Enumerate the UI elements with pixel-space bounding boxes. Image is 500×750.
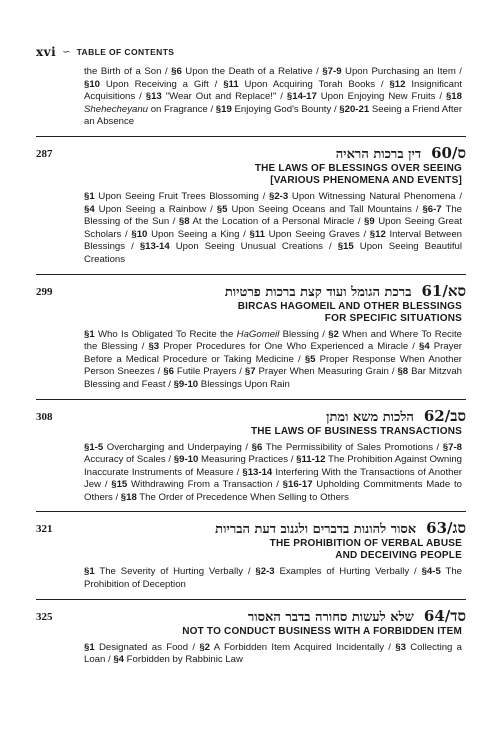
section-divider (36, 511, 466, 512)
entry-english-title (36, 301, 466, 325)
text-line: §1 Who Is Obligated To Recite the HaGomeil Blessing / §2 When (84, 328, 368, 340)
entry-heading (36, 606, 466, 626)
entry-heading (36, 281, 466, 301)
toc-content (36, 66, 466, 667)
text-line: Who Experienced a Miracle / §4 Prayer Before a Medical Procedure (84, 341, 462, 365)
text-line: or Taking Medicine / §5 Proper Response When Another Person (84, 353, 462, 378)
entry-chapter-number: 63/סג (426, 519, 466, 538)
entry-title-line: [VARIOUS PHENOMENA AND EVENTS] (270, 174, 462, 186)
header-title: TABLE OF CONTENTS (76, 47, 175, 57)
entry-english-title (36, 626, 466, 638)
entry-description (36, 442, 466, 505)
text-line: §11-12 The Prohibition Against Owning Inaccurate Instruments (84, 454, 462, 478)
text-line: §1-5 Overcharging and Underpaying / §6 The Permissibility of Sales (84, 441, 381, 453)
entry-hebrew-title: שלא לעשות סחורה בדבר האסור (247, 609, 414, 625)
section-divider (36, 274, 466, 275)
text-line: Commitments Made to Others / §18 The Order of Precedence When (84, 479, 463, 503)
entry-title-line: FOR SPECIFIC SITUATIONS (324, 312, 462, 324)
entry-description (36, 191, 466, 267)
text-line: §1 The Severity of Hurting Verbally / §2-3 Examples of Hurting (84, 566, 371, 578)
text-line: Purchasing an Item / §10 Upon Receiving a Gift / §11 Upon Acquiring (84, 66, 462, 90)
entry-chapter-number: 60/ס (431, 143, 466, 162)
entry-page-number: 321 (36, 523, 53, 536)
section-divider (36, 136, 466, 137)
text-line: Verbally / §4-5 The Prohibition of Deception (84, 566, 462, 591)
entry-page-number: 308 (36, 410, 53, 423)
page-number: xvi (36, 45, 57, 59)
entry-heading (36, 143, 466, 163)
entry-heading (36, 518, 466, 538)
text-line: Oceans and Tall Mountains / §6-7 The Blessing of the Sun / §8 At (84, 203, 462, 228)
entry-english-title (36, 426, 466, 438)
entry-page-number: 325 (36, 610, 53, 623)
entry-description (36, 566, 466, 591)
text-line: Between Blessings / §13-14 Upon Seeing Unusual Creations / (84, 228, 462, 253)
text-line: on Fragrance / §19 Enjoying God's Bounty / §20-21 Seeing a Friend (150, 103, 440, 115)
entry-description (36, 329, 466, 392)
text-line: the Birth of a Son / §6 Upon the Death of a Relative / §7-9 Upon (84, 66, 368, 77)
entry-title-line: THE LAWS OF BUSINESS TRANSACTIONS (250, 425, 462, 437)
entry-page-number: 287 (36, 147, 53, 160)
text-line: §8 Bar Mitzvah Blessing and Feast / §9-10 Blessings Upon Rain (84, 366, 462, 390)
text-line: Torah Books / §12 Insignificant Acquisitions / §13 "Wear Out and (84, 78, 463, 103)
intro-paragraph (36, 66, 466, 129)
text-line: Selling to Others (277, 491, 349, 503)
text-line: / §10 Upon Seeing a King / §11 Upon Seeing Graves / §12 Interval (125, 228, 421, 240)
entry-hebrew-title: דין ברכות הראיה (335, 146, 422, 162)
text-line: §1 Designated as Food / §2 A Forbidden Item Acquired Incidentally / (84, 641, 391, 653)
section-divider (36, 399, 466, 400)
text-line: Natural Phenomena / §4 Upon Seeing a Rainbow / §5 Upon Seeing (84, 190, 463, 215)
entry-hebrew-title: אסור להונות בדברים ולגנוב דעת הבריות (215, 522, 417, 538)
entry-heading (36, 406, 466, 426)
entry-chapter-number: 61/סא (421, 281, 466, 300)
text-line: §15 Upon Seeing Beautiful Creations (84, 241, 463, 265)
text-line: of Measure / §13-14 Interfering With the Transactions of Another (185, 466, 462, 478)
entry-hebrew-title: הלכות משא ומתן (326, 409, 414, 425)
entry-page-number: 299 (36, 285, 53, 298)
entry-english-title (36, 163, 466, 187)
text-line: §3 Collecting a Loan / §4 Forbidden by Rabbinic Law (84, 641, 463, 666)
entry-hebrew-title: ברכת הגומל ועוד קצת ברכות פרטיות (224, 284, 412, 300)
entry-description (36, 642, 466, 667)
text-line: Jew / §15 Withdrawing From a Transaction / §16-17 Upholding (84, 479, 360, 491)
running-header (36, 44, 466, 60)
entry-english-title (36, 538, 466, 562)
entry-chapter-number: 62/סב (423, 406, 466, 425)
entry-title-line: BIRCAS HAGOMEIL AND OTHER BLESSINGS (237, 300, 462, 312)
section-divider (36, 599, 466, 600)
text-line: and Where To Recite the Blessing / §3 Proper Procedures for One (84, 328, 462, 353)
entry-title-line: THE LAWS OF BLESSINGS OVER SEEING (254, 162, 462, 174)
text-line: Sneezes / §6 Futile Prayers / §7 Prayer When Measuring Grain / (117, 366, 395, 378)
ornament-icon: ∽ (62, 46, 71, 58)
text-line: Promotions / §7-8 Accuracy of Scales / §9-10 Measuring Practices / (84, 441, 462, 466)
entry-chapter-number: 64/סד (423, 606, 466, 625)
entry-title-line: AND DECEIVING PEOPLE (335, 550, 462, 562)
text-line: Replace!" / §14-17 Upon Enjoying New Fruits / §18 Shehecheyanu (84, 91, 462, 115)
text-line: §1 Upon Seeing Fruit Trees Blossoming / §2-3 Upon Witnessing (84, 190, 366, 202)
text-line: the Location of a Personal Miracle / §9 Upon Seeing Great Scholars (84, 216, 462, 240)
text-line: After an Absence (84, 103, 463, 128)
entry-title-line: NOT TO CONDUCT BUSINESS WITH A FORBIDDEN ITEM (182, 625, 462, 637)
entry-title-line: THE PROHIBITION OF VERBAL ABUSE (269, 538, 462, 550)
